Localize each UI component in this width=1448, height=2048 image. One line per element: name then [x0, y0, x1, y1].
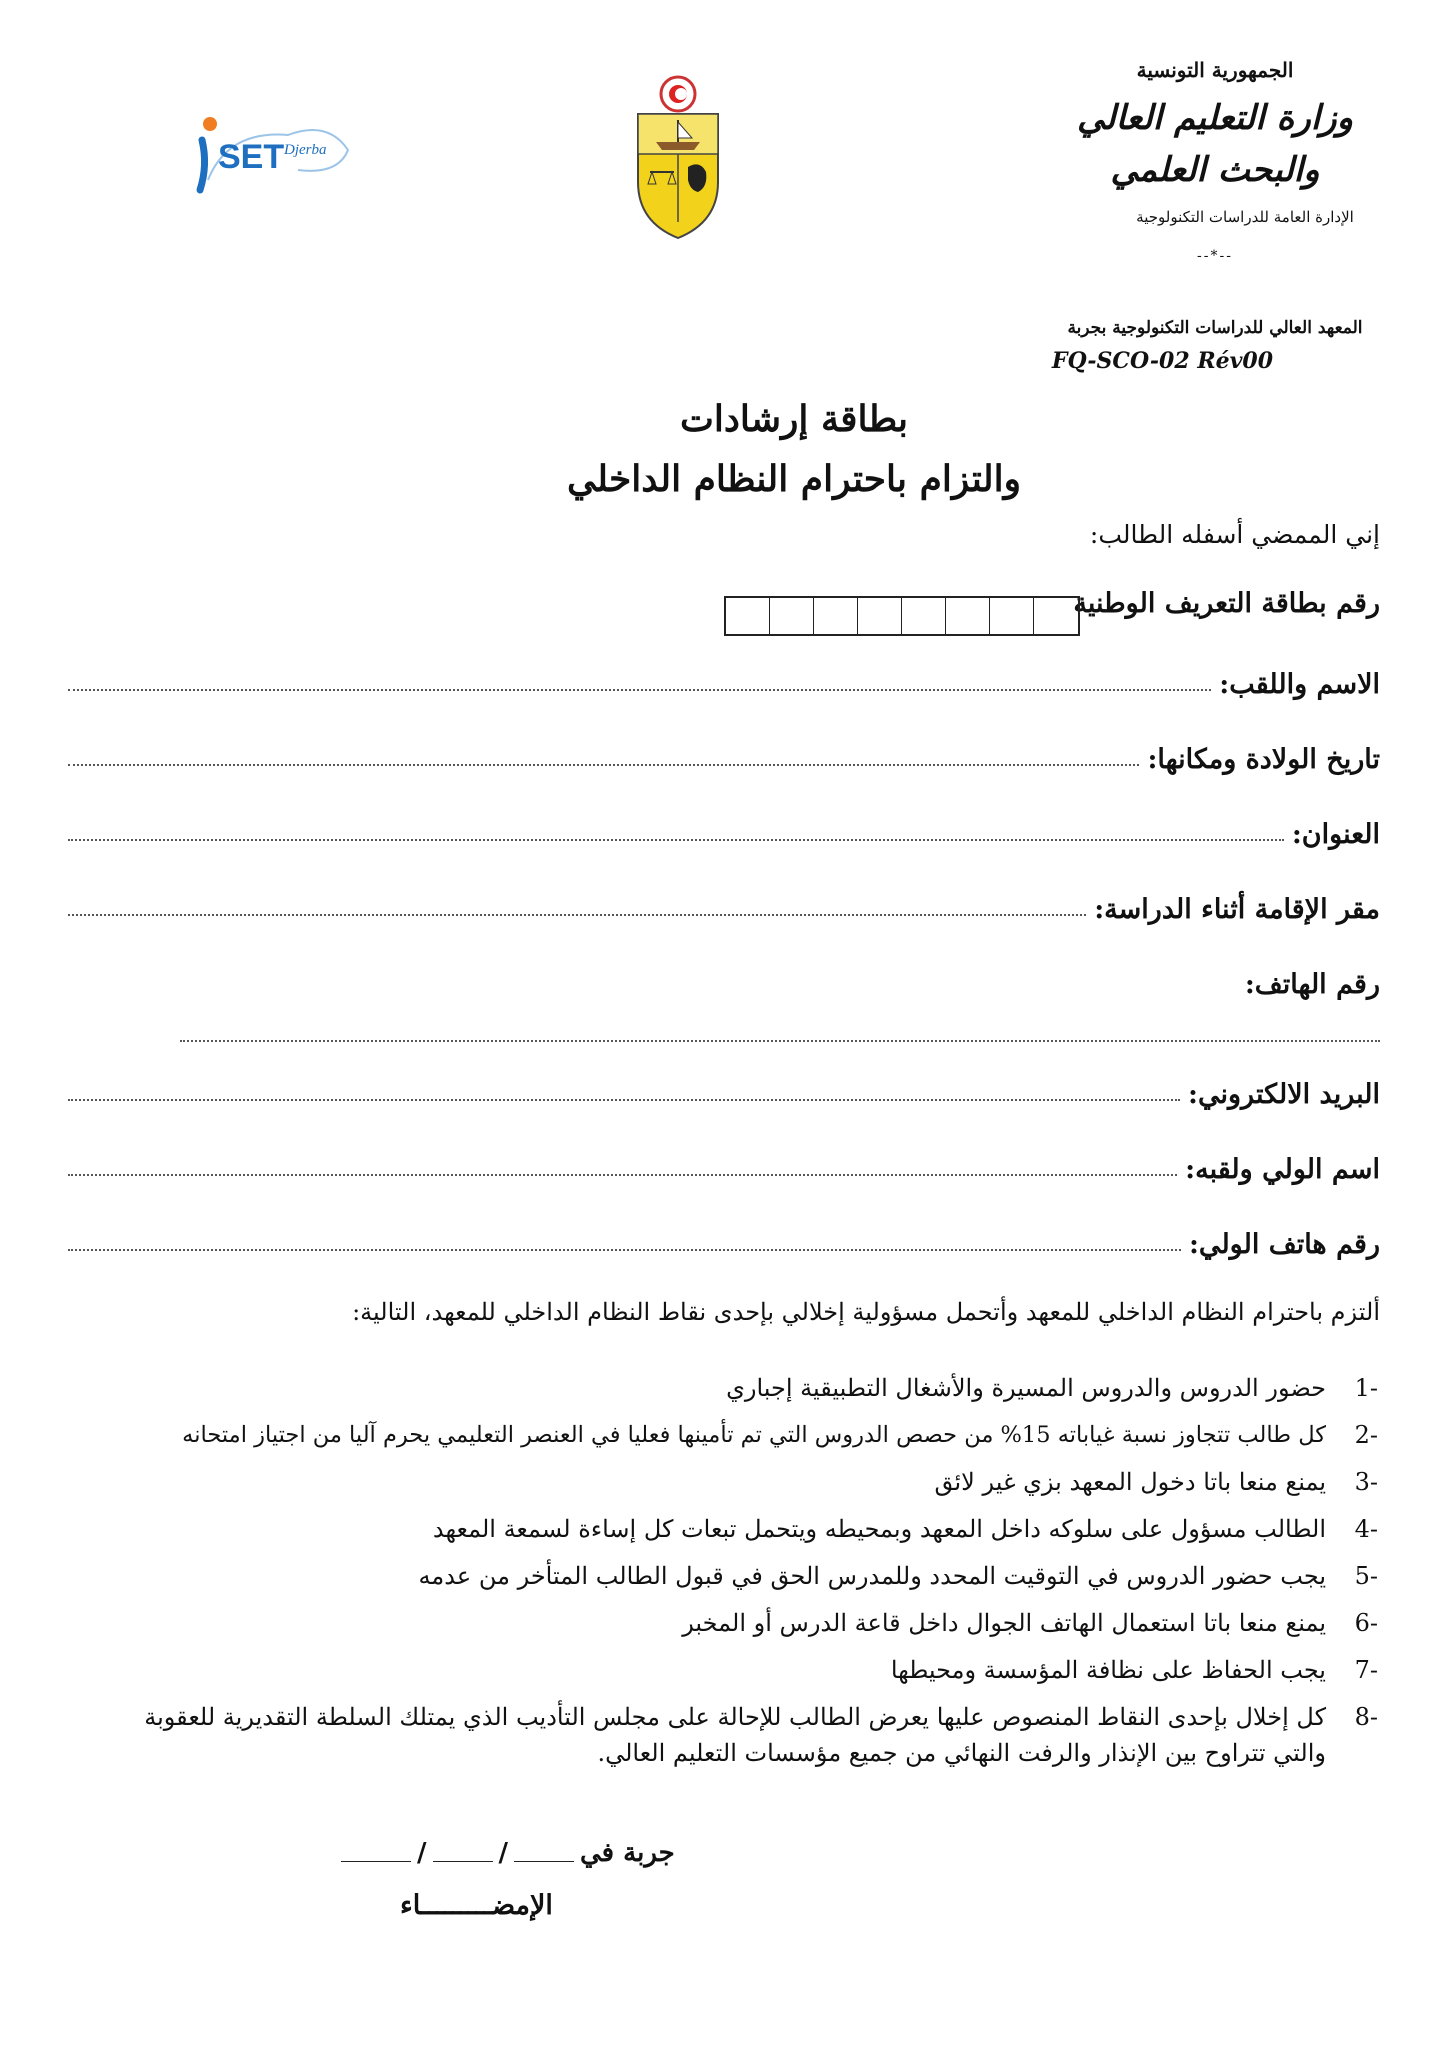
ministry-line2: والبحث العلمي — [1110, 150, 1320, 190]
rule-number: -5 — [1354, 1562, 1378, 1590]
rule-item — [100, 1511, 1378, 1547]
rule-number: -6 — [1354, 1609, 1378, 1637]
rule-text: يجب حضور الدروس في التوقيت المحدد وللمدرس الحق في قبول الطالب المتأخر من عدمه — [418, 1562, 1326, 1590]
intro-text: إني الممضي أسفله الطالب: — [1089, 520, 1380, 549]
rule-item — [100, 1370, 1378, 1406]
form-title-line2: والتزام باحترام النظام الداخلي — [567, 458, 1021, 500]
residence-label: مقر الإقامة أثناء الدراسة: — [1094, 894, 1380, 925]
name-label: الاسم واللقب: — [1219, 669, 1380, 700]
date-day-blank[interactable] — [514, 1861, 574, 1862]
rule-number: -2 — [1354, 1421, 1378, 1449]
address-blank[interactable] — [68, 839, 1284, 841]
rule-item — [100, 1699, 1378, 1771]
date-slash: / — [498, 1838, 508, 1868]
guardian-phone-label: رقم هاتف الولي: — [1188, 1229, 1380, 1260]
date-slash: / — [417, 1838, 427, 1868]
address-label: العنوان: — [1291, 819, 1380, 850]
guardian-phone-field[interactable] — [68, 1220, 1380, 1260]
guardian-name-field[interactable] — [68, 1145, 1380, 1185]
name-blank[interactable] — [68, 689, 1211, 691]
coat-of-arms-icon — [628, 72, 728, 242]
birth-blank[interactable] — [68, 764, 1139, 766]
rules-list — [100, 1370, 1378, 1782]
form-title-line1: بطاقة إرشادات — [679, 398, 908, 440]
residence-blank[interactable] — [68, 914, 1086, 916]
cin-digit-box[interactable] — [858, 598, 902, 634]
rule-number: -7 — [1354, 1656, 1378, 1684]
rule-text: يمنع منعا باتا دخول المعهد بزي غير لائق — [934, 1468, 1326, 1496]
phone-label: رقم الهاتف: — [1244, 969, 1380, 1000]
birth-field[interactable] — [68, 735, 1380, 775]
rule-item — [100, 1464, 1378, 1500]
guardian-phone-blank[interactable] — [68, 1249, 1181, 1251]
logo-text: SET — [218, 138, 285, 176]
rule-number: -4 — [1354, 1515, 1378, 1543]
rule-number: -8 — [1354, 1703, 1378, 1731]
republic-label: الجمهورية التونسية — [1136, 58, 1294, 82]
address-field[interactable] — [68, 810, 1380, 850]
guardian-name-blank[interactable] — [68, 1174, 1177, 1176]
document-code: FQ-SCO-02 Rév00 — [1051, 348, 1273, 374]
rule-number: -1 — [1354, 1374, 1378, 1402]
logo-city: Djerba — [284, 142, 327, 158]
cin-digit-box[interactable] — [770, 598, 814, 634]
cin-digit-box[interactable] — [726, 598, 770, 634]
name-field[interactable] — [68, 660, 1380, 700]
cin-digit-box[interactable] — [946, 598, 990, 634]
rule-number: -3 — [1354, 1468, 1378, 1496]
phone-blank[interactable] — [180, 1040, 1380, 1042]
date-year-blank[interactable] — [341, 1861, 411, 1862]
rule-text: يجب الحفاظ على نظافة المؤسسة ومحيطها — [890, 1656, 1326, 1684]
iset-logo-icon — [188, 110, 358, 200]
date-month-blank[interactable] — [433, 1861, 493, 1862]
email-label: البريد الالكتروني: — [1188, 1079, 1380, 1110]
rule-item — [100, 1605, 1378, 1641]
rule-item — [100, 1558, 1378, 1594]
birth-label: تاريخ الولادة ومكانها: — [1147, 744, 1380, 775]
email-field[interactable] — [68, 1070, 1380, 1110]
email-blank[interactable] — [68, 1099, 1180, 1101]
cin-digit-box[interactable] — [814, 598, 858, 634]
cin-digit-box[interactable] — [990, 598, 1034, 634]
rule-text: الطالب مسؤول على سلوكه داخل المعهد وبمحيطه ويتحمل تبعات كل إساءة لسمعة المعهد — [432, 1515, 1326, 1543]
cin-digit-box[interactable] — [902, 598, 946, 634]
cin-label: رقم بطاقة التعريف الوطنية — [1073, 588, 1380, 619]
guardian-name-label: اسم الولي ولقبه: — [1185, 1154, 1380, 1185]
rule-text: يمنع منعا باتا استعمال الهاتف الجوال داخل قاعة الدرس أو المخبر — [682, 1609, 1326, 1637]
phone-field — [68, 960, 1380, 1000]
rule-item — [100, 1652, 1378, 1688]
residence-field[interactable] — [68, 885, 1380, 925]
place-label: جربة في — [580, 1838, 675, 1868]
commitment-text: ألتزم باحترام النظام الداخلي للمعهد وأتحمل مسؤولية إخلالي بإحدى نقاط النظام الداخلي للمعهد، التالية: — [352, 1298, 1380, 1326]
rule-item — [100, 1417, 1378, 1453]
separator: --*-- — [1197, 248, 1233, 264]
institute-label: المعهد العالي للدراسات التكنولوجية بجربة — [1067, 318, 1363, 338]
rule-text: حضور الدروس والدروس المسيرة والأشغال التطبيقية إجباري — [726, 1374, 1326, 1402]
cin-digit-box[interactable] — [1034, 598, 1078, 634]
cin-input-boxes[interactable] — [724, 596, 1080, 636]
signature-label: الإمضـــــــــاء — [400, 1890, 553, 1921]
place-date-line — [335, 1838, 675, 1868]
ministry-header — [1050, 58, 1380, 264]
ministry-line1: وزارة التعليم العالي — [1076, 98, 1354, 138]
rule-text: كل طالب تتجاوز نسبة غياباته 15% من حصص الدروس التي تم تأمينها فعليا في العنصر التعليمي يحرم آليا من اجتياز امتحانه — [182, 1422, 1326, 1448]
direction-label: الإدارة العامة للدراسات التكنولوجية — [1136, 208, 1354, 226]
rule-text: كل إخلال بإحدى النقاط المنصوص عليها يعرض الطالب للإحالة على مجلس التأديب الذي يمتلك السلطة التقديرية للعقوبة والتي تتراوح بين الإنذار والرفت النهائي من جميع مؤسسات التعليم العالي. — [144, 1703, 1326, 1767]
